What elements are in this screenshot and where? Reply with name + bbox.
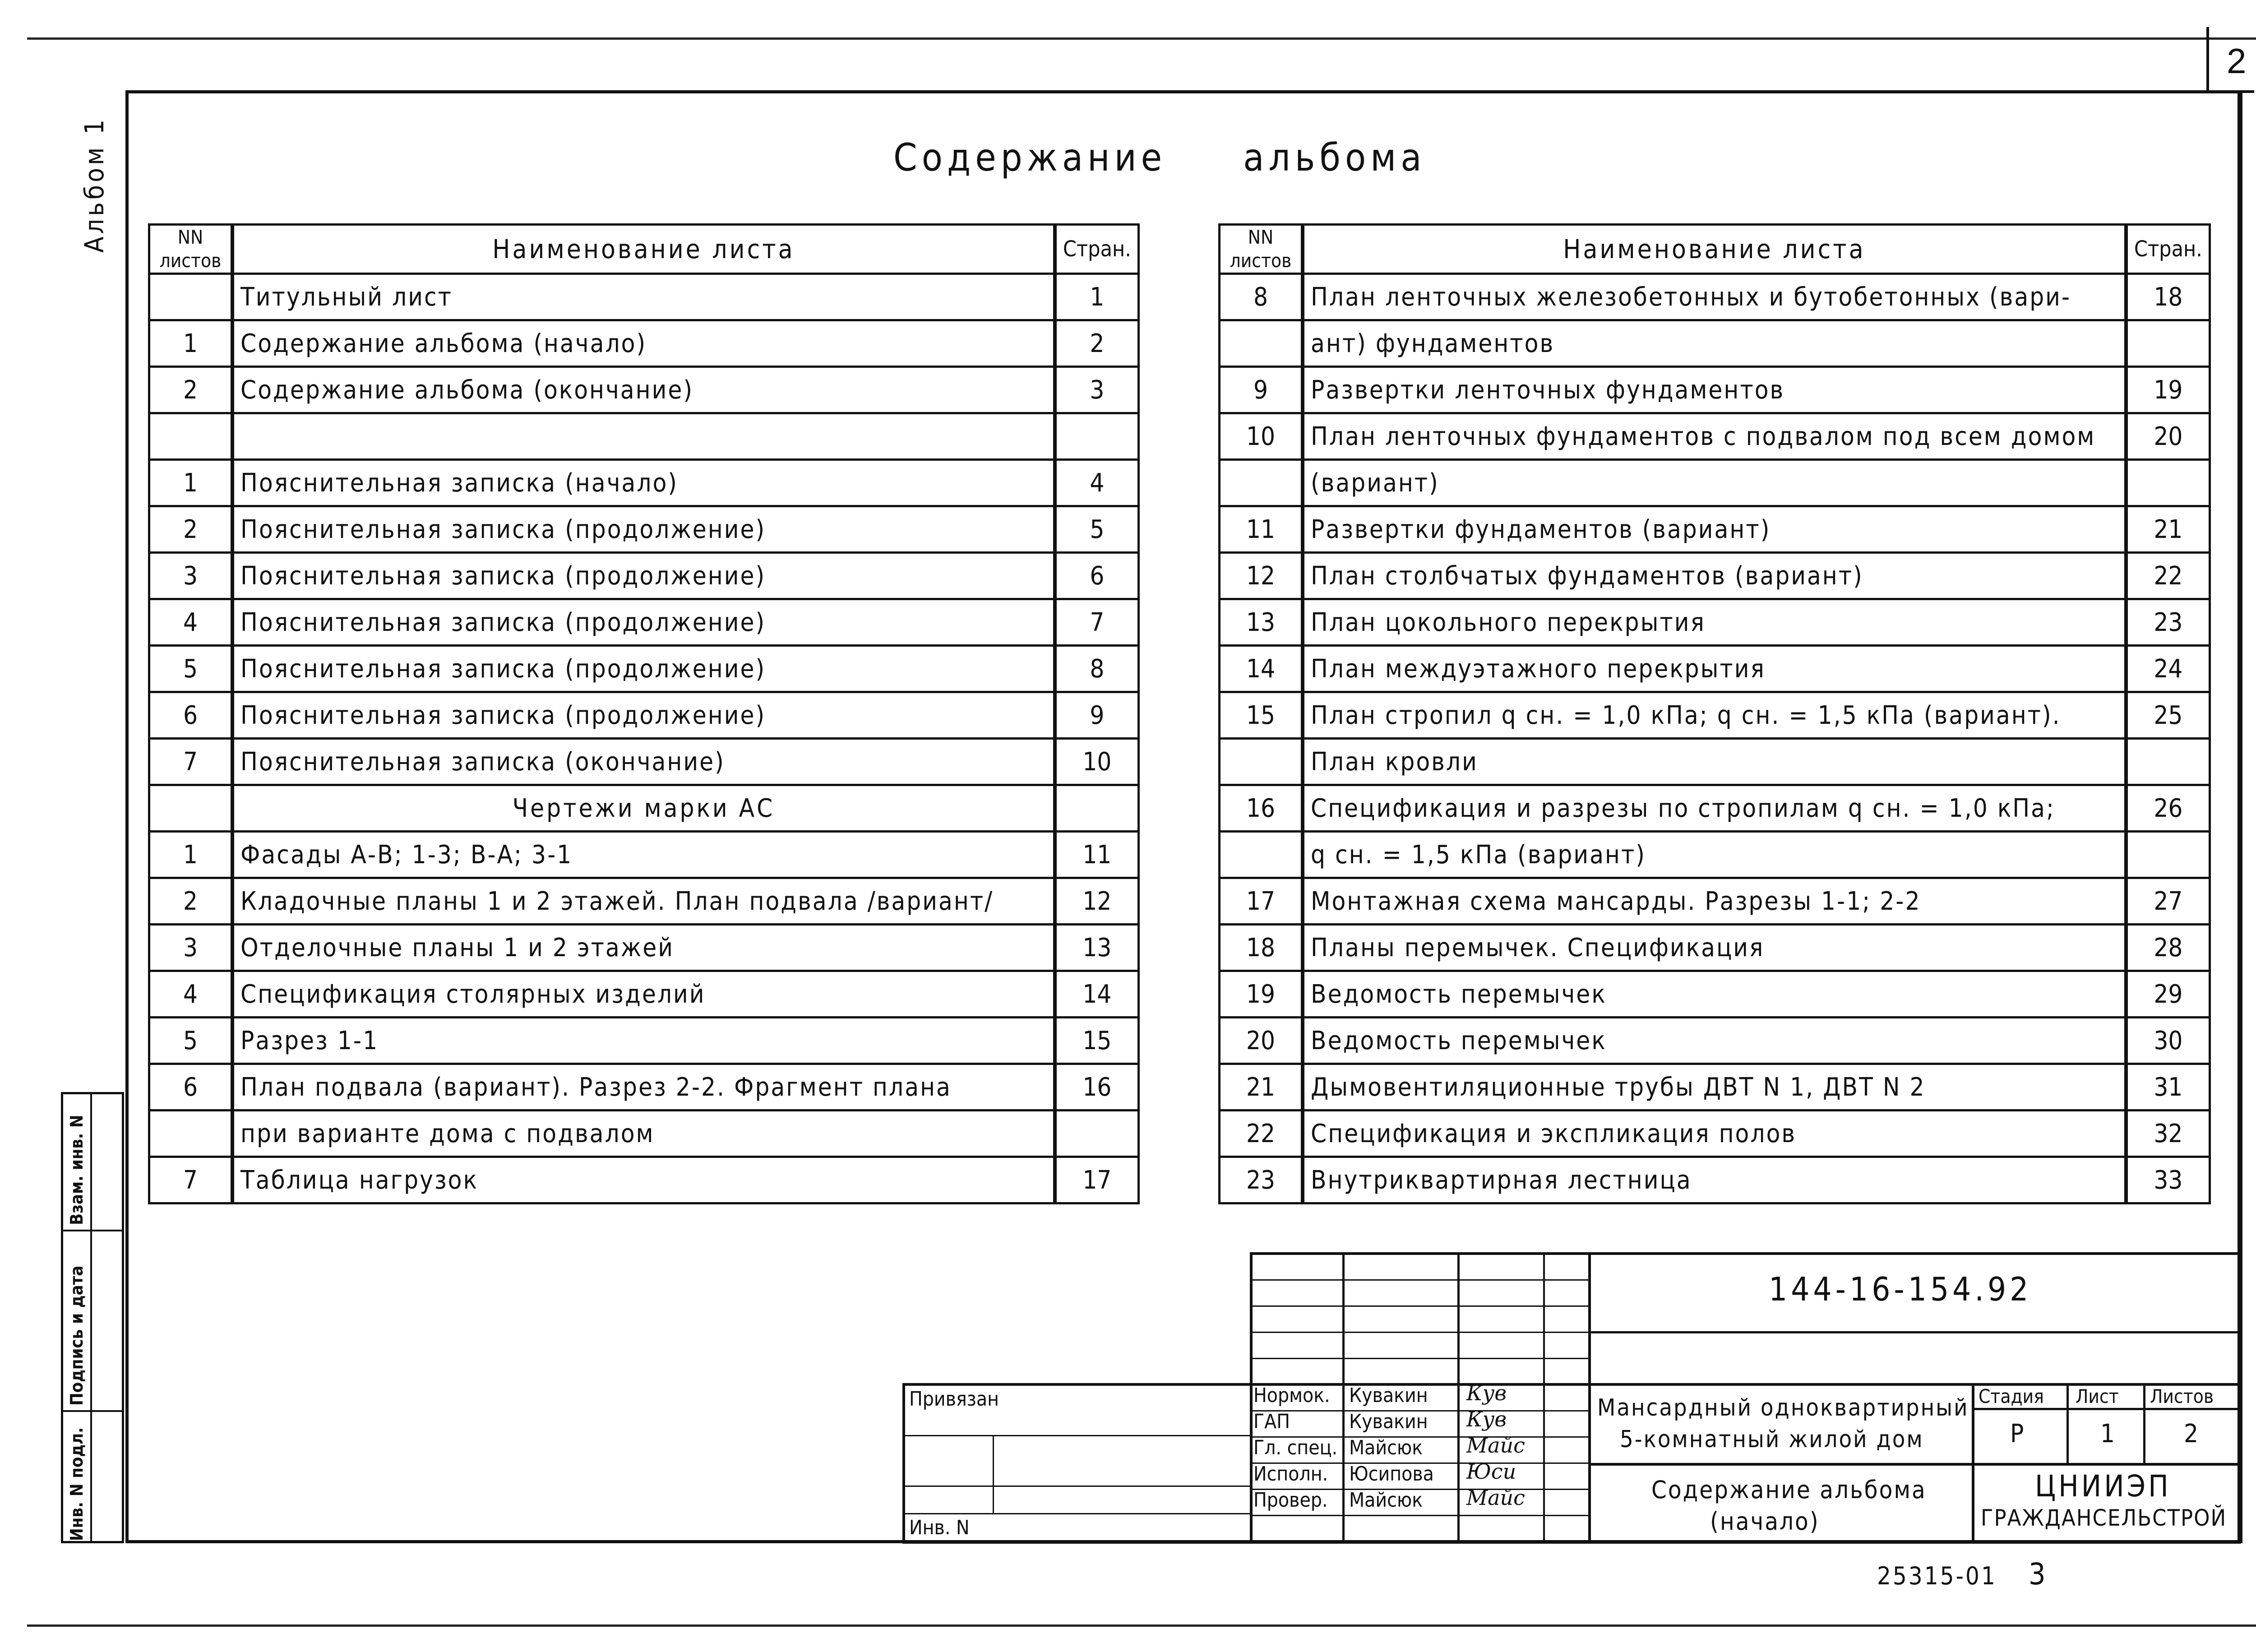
role-name: Майсюк	[1349, 1489, 1423, 1512]
table-row	[149, 367, 1139, 413]
row-sheet-name: Таблица нагрузок	[232, 1157, 1055, 1203]
row-sheet-number: 20	[1220, 1018, 1303, 1064]
role-label: Исполн.	[1253, 1462, 1328, 1485]
table-row	[1220, 692, 2210, 739]
object-line-1: Мансардный одноквартирный	[1597, 1394, 1969, 1421]
row-sheet-name	[232, 413, 1055, 460]
list-value: 1	[2100, 1419, 2115, 1448]
row-sheet-number: 6	[149, 1064, 233, 1111]
row-page-number: 3	[1055, 367, 1139, 413]
row-page-number: 14	[1055, 971, 1139, 1018]
table-row	[149, 1157, 1139, 1203]
org-line-1: ЦНИИЭП	[2035, 1469, 2171, 1504]
row-sheet-number: 1	[149, 832, 233, 878]
row-sheet-number: 14	[1220, 646, 1303, 692]
side-stamp-podpis: Подпись и дата	[67, 1265, 87, 1406]
row-sheet-number: 7	[149, 739, 233, 785]
privyazan-label: Привязан	[909, 1388, 999, 1411]
side-stamp-divider	[63, 1230, 122, 1231]
row-sheet-name: Ведомость перемычек	[1303, 1018, 2126, 1064]
table-row	[149, 832, 1139, 878]
table-row	[1220, 460, 2210, 506]
row-sheet-name: План цокольного перекрытия	[1303, 599, 2126, 646]
header-page: Стран.	[1055, 225, 1139, 274]
row-sheet-name: Пояснительная записка (продолжение)	[232, 506, 1055, 553]
row-sheet-number	[149, 274, 233, 320]
row-page-number: 24	[2126, 646, 2210, 692]
sheet-title-line-1: Содержание альбома	[1651, 1476, 1927, 1504]
row-sheet-number: 3	[149, 553, 233, 599]
header-name: Наименование листа	[232, 225, 1055, 274]
row-sheet-name: Спецификация и экспликация полов	[1303, 1111, 2126, 1157]
header-page: Стран.	[2126, 225, 2210, 274]
signature: Кув	[1466, 1381, 1507, 1405]
table-row	[149, 460, 1139, 506]
header-num: NN листов	[149, 225, 233, 274]
side-stamp-divider	[90, 1094, 92, 1541]
list-label: Лист	[2076, 1385, 2119, 1407]
lists-label: Листов	[2150, 1385, 2214, 1407]
row-sheet-number: 19	[1220, 971, 1303, 1018]
table-row	[149, 1018, 1139, 1064]
table-row	[149, 553, 1139, 599]
row-sheet-number: 2	[149, 878, 233, 925]
row-page-number: 11	[1055, 832, 1139, 878]
row-page-number	[1055, 413, 1139, 460]
table-row	[1220, 367, 2210, 413]
signature: Юси	[1466, 1459, 1516, 1484]
table-row	[1220, 1111, 2210, 1157]
row-sheet-number: 11	[1220, 506, 1303, 553]
row-sheet-name: Пояснительная записка (продолжение)	[232, 646, 1055, 692]
row-page-number: 10	[1055, 739, 1139, 785]
role-label: Нормок.	[1253, 1384, 1330, 1407]
row-page-number: 28	[2126, 925, 2210, 971]
signature: Майс	[1466, 1433, 1525, 1458]
row-page-number: 8	[1055, 646, 1139, 692]
row-page-number: 18	[2126, 274, 2210, 320]
row-sheet-name: План стропил q сн. = 1,0 кПа; q сн. = 1,5 кПа (вариант).	[1303, 692, 2126, 739]
row-sheet-name: (вариант)	[1303, 460, 2126, 506]
row-page-number: 33	[2126, 1157, 2210, 1203]
role-name: Майсюк	[1349, 1436, 1423, 1459]
row-page-number: 26	[2126, 785, 2210, 832]
row-sheet-name: Содержание альбома (начало)	[232, 320, 1055, 367]
table-row	[1220, 878, 2210, 925]
role-label: Провер.	[1253, 1489, 1328, 1512]
row-sheet-name: Титульный лист	[232, 274, 1055, 320]
table-row	[1220, 832, 2210, 878]
row-sheet-name: План междуэтажного перекрытия	[1303, 646, 2126, 692]
row-sheet-number	[1220, 320, 1303, 367]
row-page-number: 9	[1055, 692, 1139, 739]
table-row	[149, 413, 1139, 460]
row-sheet-name: Развертки ленточных фундаментов	[1303, 367, 2126, 413]
table-row	[149, 1111, 1139, 1157]
table-row	[1220, 274, 2210, 320]
row-sheet-number: 22	[1220, 1111, 1303, 1157]
org-line-2: ГРАЖДАНСЕЛЬСТРОЙ	[1981, 1505, 2227, 1531]
table-row	[149, 785, 1139, 832]
table-row	[149, 599, 1139, 646]
row-sheet-number: 5	[149, 1018, 233, 1064]
row-page-number: 25	[2126, 692, 2210, 739]
header-name: Наименование листа	[1303, 225, 2126, 274]
row-sheet-number: 8	[1220, 274, 1303, 320]
role-name: Юсипова	[1349, 1462, 1434, 1485]
row-sheet-number: 16	[1220, 785, 1303, 832]
row-sheet-number: 12	[1220, 553, 1303, 599]
row-sheet-number: 2	[149, 367, 233, 413]
row-sheet-number: 3	[149, 925, 233, 971]
row-page-number: 32	[2126, 1111, 2210, 1157]
inv-n-label: Инв. N	[909, 1516, 970, 1539]
row-sheet-number: 9	[1220, 367, 1303, 413]
row-sheet-name: Внутриквартирная лестница	[1303, 1157, 2126, 1203]
row-sheet-number: 1	[149, 320, 233, 367]
role-label: ГАП	[1253, 1410, 1290, 1433]
table-row	[1220, 320, 2210, 367]
row-sheet-name: Ведомость перемычек	[1303, 971, 2126, 1018]
table-row	[1220, 506, 2210, 553]
row-page-number: 27	[2126, 878, 2210, 925]
footer-number: 3	[2028, 1557, 2048, 1592]
row-page-number: 4	[1055, 460, 1139, 506]
role-label: Гл. спец.	[1253, 1436, 1338, 1459]
row-page-number: 23	[2126, 599, 2210, 646]
stage-value: Р	[2010, 1419, 2024, 1448]
row-sheet-number: 6	[149, 692, 233, 739]
row-sheet-name: Отделочные планы 1 и 2 этажей	[232, 925, 1055, 971]
row-sheet-name: Пояснительная записка (продолжение)	[232, 692, 1055, 739]
table-row	[149, 1064, 1139, 1111]
row-page-number: 2	[1055, 320, 1139, 367]
lists-value: 2	[2184, 1419, 2199, 1448]
side-stamp-inv-podl: Инв. N подл.	[67, 1427, 87, 1541]
row-sheet-name: Спецификация и разрезы по стропилам q сн. = 1,0 кПа;	[1303, 785, 2126, 832]
table-row	[1220, 646, 2210, 692]
row-page-number: 16	[1055, 1064, 1139, 1111]
row-sheet-number: 23	[1220, 1157, 1303, 1203]
header-num: NN листов	[1220, 225, 1303, 274]
row-sheet-name: Фасады А-В; 1-3; В-А; 3-1	[232, 832, 1055, 878]
row-sheet-number	[149, 1111, 233, 1157]
footer-code-value: 25315-01	[1877, 1562, 1997, 1590]
row-sheet-name: Кладочные планы 1 и 2 этажей. План подвала /вариант/	[232, 878, 1055, 925]
row-sheet-number: 18	[1220, 925, 1303, 971]
table-row	[149, 692, 1139, 739]
row-page-number: 22	[2126, 553, 2210, 599]
row-sheet-name: План кровли	[1303, 739, 2126, 785]
row-sheet-number: 1	[149, 460, 233, 506]
row-sheet-name: Спецификация столярных изделий	[232, 971, 1055, 1018]
row-page-number: 21	[2126, 506, 2210, 553]
row-sheet-number: 5	[149, 646, 233, 692]
table-row	[1220, 739, 2210, 785]
row-page-number: 13	[1055, 925, 1139, 971]
table-row	[1220, 553, 2210, 599]
footer-code	[1877, 1557, 2048, 1592]
row-sheet-number: 13	[1220, 599, 1303, 646]
row-page-number	[1055, 1111, 1139, 1157]
table-row	[1220, 785, 2210, 832]
side-stamp	[61, 1092, 124, 1543]
row-page-number	[2126, 320, 2210, 367]
row-page-number	[2126, 739, 2210, 785]
table-row	[149, 878, 1139, 925]
side-stamp-divider	[63, 1410, 122, 1412]
row-sheet-name: План ленточных фундаментов с подвалом под всем домом	[1303, 413, 2126, 460]
top-rule	[27, 37, 2256, 40]
table-row	[149, 925, 1139, 971]
title-part-2: альбома	[1243, 135, 1426, 180]
row-sheet-number: 4	[149, 599, 233, 646]
bottom-rule	[27, 1624, 2256, 1627]
row-sheet-name: ант) фундаментов	[1303, 320, 2126, 367]
row-sheet-number: 2	[149, 506, 233, 553]
row-page-number: 19	[2126, 367, 2210, 413]
row-page-number: 31	[2126, 1064, 2210, 1111]
row-sheet-name: План столбчатых фундаментов (вариант)	[1303, 553, 2126, 599]
row-page-number: 12	[1055, 878, 1139, 925]
row-sheet-name: План ленточных железобетонных и бутобетонных (вари-	[1303, 274, 2126, 320]
row-sheet-name: при варианте дома с подвалом	[232, 1111, 1055, 1157]
table-row	[1220, 413, 2210, 460]
row-sheet-name: Пояснительная записка (окончание)	[232, 739, 1055, 785]
row-sheet-name: Пояснительная записка (продолжение)	[232, 599, 1055, 646]
page-number: 2	[2227, 41, 2247, 81]
row-sheet-name: Содержание альбома (окончание)	[232, 367, 1055, 413]
row-sheet-number: 7	[149, 1157, 233, 1203]
row-sheet-number	[1220, 832, 1303, 878]
row-sheet-number: 4	[149, 971, 233, 1018]
page-title	[893, 135, 1426, 180]
row-sheet-number	[149, 785, 233, 832]
row-sheet-number	[1220, 739, 1303, 785]
table-row	[149, 739, 1139, 785]
role-name: Кувакин	[1349, 1410, 1428, 1433]
row-page-number	[2126, 832, 2210, 878]
row-page-number	[1055, 785, 1139, 832]
signature: Кув	[1466, 1407, 1507, 1431]
signature: Майс	[1466, 1485, 1525, 1510]
row-sheet-name: Монтажная схема мансарды. Разрезы 1-1; 2-2	[1303, 878, 2126, 925]
table-row	[1220, 925, 2210, 971]
row-sheet-name: Развертки фундаментов (вариант)	[1303, 506, 2126, 553]
role-name: Кувакин	[1349, 1384, 1428, 1407]
row-sheet-number	[1220, 460, 1303, 506]
table-row	[1220, 1064, 2210, 1111]
stage-label: Стадия	[1979, 1385, 2044, 1407]
row-sheet-name: Дымовентиляционные трубы ДВТ N 1, ДВТ N 2	[1303, 1064, 2126, 1111]
contents-table-left	[148, 223, 1140, 1204]
row-sheet-name: Планы перемычек. Спецификация	[1303, 925, 2126, 971]
contents-table-right	[1218, 223, 2211, 1204]
row-sheet-name: Пояснительная записка (начало)	[232, 460, 1055, 506]
row-page-number: 17	[1055, 1157, 1139, 1203]
row-page-number: 1	[1055, 274, 1139, 320]
row-page-number: 5	[1055, 506, 1139, 553]
table-row	[1220, 1018, 2210, 1064]
title-part-1: Содержание	[893, 135, 1167, 180]
row-sheet-number	[149, 413, 233, 460]
row-page-number: 29	[2126, 971, 2210, 1018]
table-row	[1220, 599, 2210, 646]
table-row	[149, 506, 1139, 553]
row-page-number: 15	[1055, 1018, 1139, 1064]
row-sheet-name: Пояснительная записка (продолжение)	[232, 553, 1055, 599]
row-page-number: 7	[1055, 599, 1139, 646]
row-sheet-name: План подвала (вариант). Разрез 2-2. Фрагмент плана	[232, 1064, 1055, 1111]
side-stamp-vzam: Взам. инв. N	[67, 1115, 87, 1225]
table-row	[149, 646, 1139, 692]
section-heading: Чертежи марки АС	[232, 785, 1055, 832]
table-row	[149, 971, 1139, 1018]
row-page-number: 6	[1055, 553, 1139, 599]
row-sheet-number: 10	[1220, 413, 1303, 460]
object-line-2: 5-комнатный жилой дом	[1620, 1426, 1924, 1453]
table-row	[1220, 1157, 2210, 1203]
row-sheet-number: 17	[1220, 878, 1303, 925]
document-code: 144-16-154.92	[1769, 1270, 2032, 1308]
title-block	[902, 1252, 2241, 1543]
row-sheet-number: 15	[1220, 692, 1303, 739]
row-sheet-number: 21	[1220, 1064, 1303, 1111]
row-sheet-name: q сн. = 1,5 кПа (вариант)	[1303, 832, 2126, 878]
row-sheet-name: Разрез 1-1	[232, 1018, 1055, 1064]
album-label: Альбом 1	[79, 116, 110, 253]
table-row	[1220, 971, 2210, 1018]
table-row	[149, 274, 1139, 320]
sheet-title-line-2: (начало)	[1710, 1507, 1820, 1536]
row-page-number: 20	[2126, 413, 2210, 460]
table-row	[149, 320, 1139, 367]
row-page-number: 30	[2126, 1018, 2210, 1064]
row-page-number	[2126, 460, 2210, 506]
